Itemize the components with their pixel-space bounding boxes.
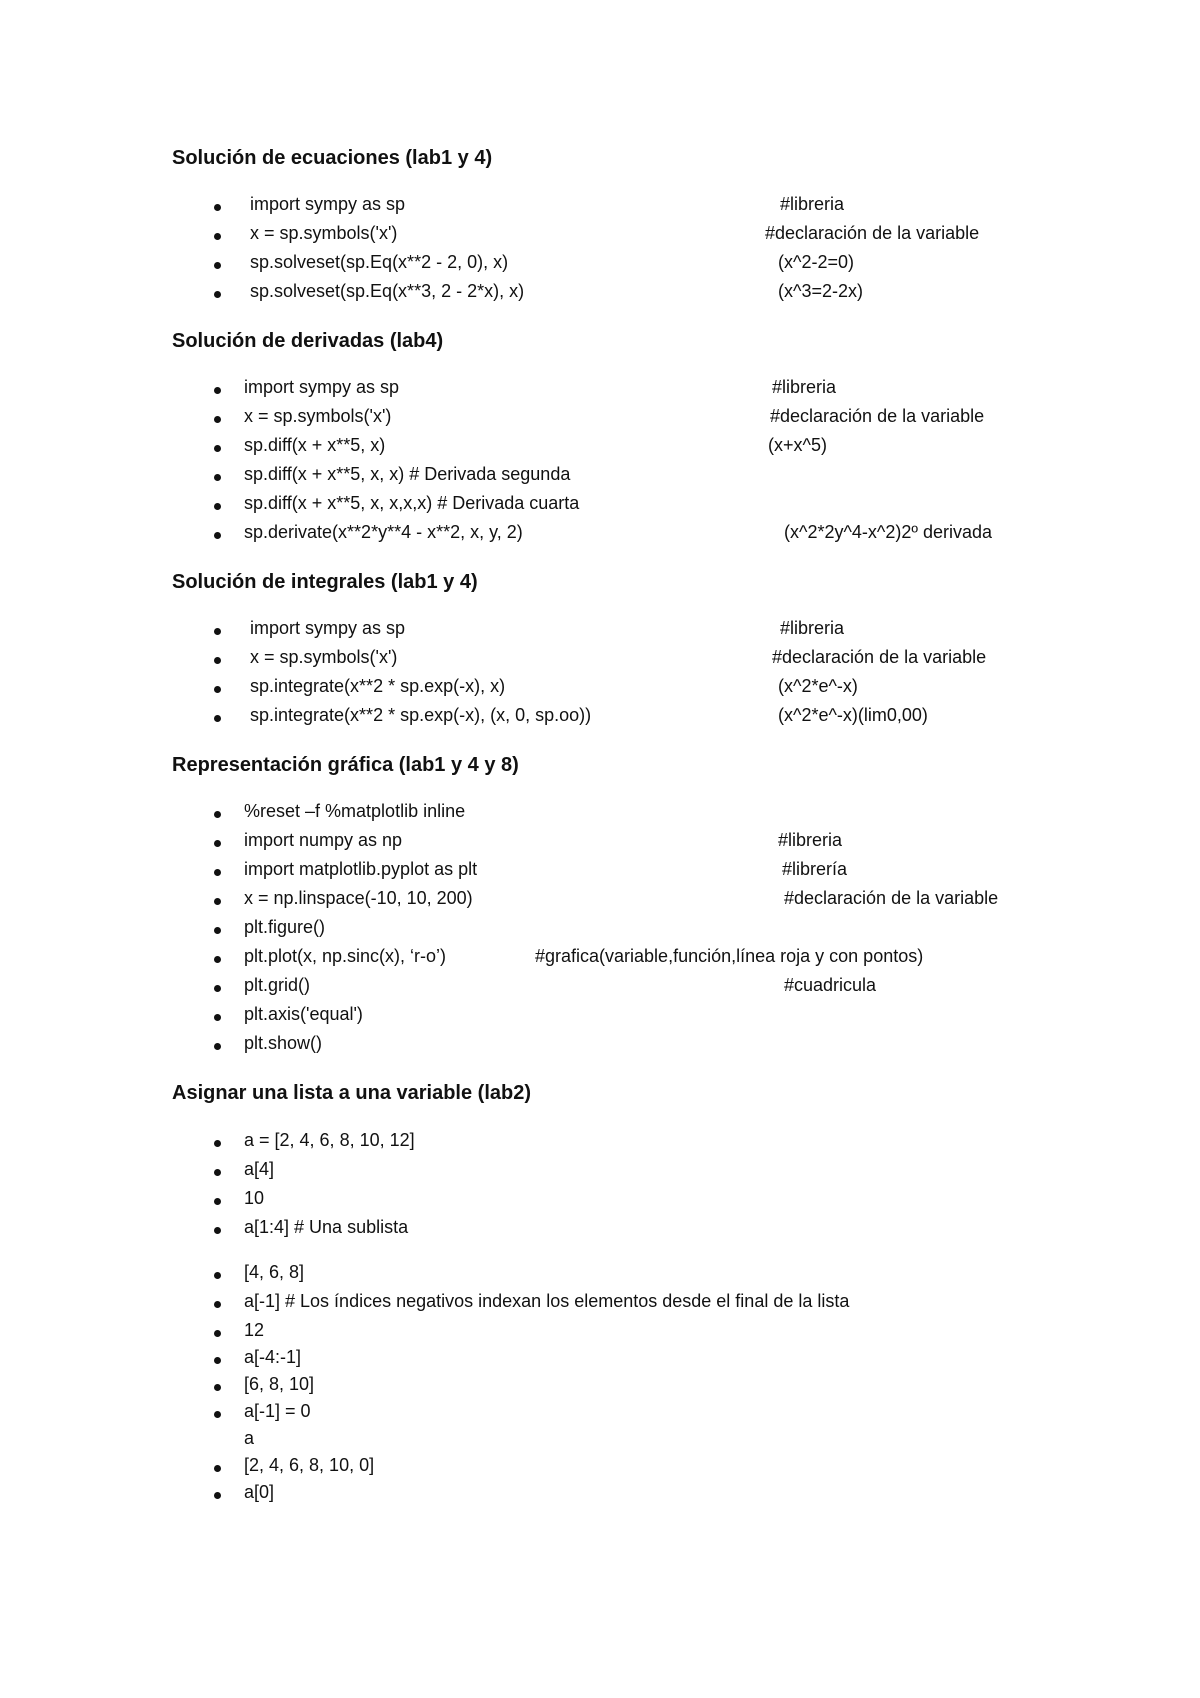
section-heading-grafica: Representación gráfica (lab1 y 4 y 8) [172, 754, 519, 776]
code-text: [2, 4, 6, 8, 10, 0] [244, 1455, 375, 1475]
bullet-icon [214, 445, 221, 452]
comment-text: (x+x^5) [768, 435, 827, 455]
bullet-icon [214, 1384, 221, 1391]
comment-text: #libreria [780, 618, 845, 638]
bullet-icon [214, 503, 221, 510]
comment-text: (x^3=2-2x) [778, 281, 863, 301]
code-text: [6, 8, 10] [244, 1374, 315, 1394]
code-text: plt.show() [244, 1033, 323, 1053]
bullet-icon [214, 262, 221, 269]
code-text: x = sp.symbols('x') [250, 647, 398, 667]
bullet-icon [214, 1169, 221, 1176]
bullet-icon [214, 387, 221, 394]
bullet-icon [214, 869, 221, 876]
bullet-icon [214, 1140, 221, 1147]
bullet-icon [214, 657, 221, 664]
bullet-icon [214, 1411, 221, 1418]
code-text: import sympy as sp [250, 194, 406, 214]
bullet-icon [214, 715, 221, 722]
code-text: %reset –f %matplotlib inline [244, 801, 466, 821]
code-text: a = [2, 4, 6, 8, 10, 12] [244, 1130, 415, 1150]
code-text: a[-1] = 0 [244, 1401, 311, 1421]
code-text: a[-1] # Los índices negativos indexan los elementos desde el final de la lista [244, 1291, 850, 1311]
bullet-icon [214, 686, 221, 693]
comment-text: (x^2-2=0) [778, 252, 854, 272]
bullet-icon [214, 204, 221, 211]
bullet-icon [214, 1227, 221, 1234]
bullet-icon [214, 811, 221, 818]
bullet-icon [214, 628, 221, 635]
section-heading-derivadas: Solución de derivadas (lab4) [172, 330, 444, 352]
code-text: sp.solveset(sp.Eq(x**2 - 2, 0), x) [250, 252, 509, 272]
bullet-icon [214, 927, 221, 934]
bullet-icon [214, 985, 221, 992]
comment-text: #declaración de la variable [772, 647, 987, 667]
bullet-icon [214, 416, 221, 423]
comment-text: (x^2*e^-x) [778, 676, 858, 696]
bullet-icon [214, 1043, 221, 1050]
code-text: import sympy as sp [244, 377, 400, 397]
comment-text: #libreria [772, 377, 837, 397]
code-text: plt.plot(x, np.sinc(x), ‘r-o’) [244, 946, 447, 966]
code-text: import numpy as np [244, 830, 403, 850]
bullet-icon [214, 1272, 221, 1279]
bullet-icon [214, 956, 221, 963]
bullet-icon [214, 474, 221, 481]
code-text: sp.solveset(sp.Eq(x**3, 2 - 2*x), x) [250, 281, 525, 301]
code-text: import sympy as sp [250, 618, 406, 638]
code-text: sp.diff(x + x**5, x, x,x,x) # Derivada cuarta [244, 493, 580, 513]
bullet-icon [214, 1492, 221, 1499]
code-text: sp.diff(x + x**5, x, x) # Derivada segunda [244, 464, 571, 484]
comment-text: #librería [782, 859, 848, 879]
code-text: x = sp.symbols('x') [244, 406, 392, 426]
bullet-icon [214, 1465, 221, 1472]
bullet-icon [214, 532, 221, 539]
comment-text: #grafica(variable,función,línea roja y con pontos) [535, 946, 924, 966]
comment-text: #libreria [780, 194, 845, 214]
continuation-text: a [244, 1428, 255, 1448]
code-text: sp.derivate(x**2*y**4 - x**2, x, y, 2) [244, 522, 523, 542]
bullet-icon [214, 1301, 221, 1308]
bullet-icon [214, 1014, 221, 1021]
section-heading-ecuaciones: Solución de ecuaciones (lab1 y 4) [172, 147, 493, 169]
code-text: a[1:4] # Una sublista [244, 1217, 409, 1237]
code-text: a[-4:-1] [244, 1347, 302, 1367]
code-text: sp.integrate(x**2 * sp.exp(-x), (x, 0, sp.oo)) [250, 705, 592, 725]
code-text: a[0] [244, 1482, 275, 1502]
code-text: 10 [244, 1188, 265, 1208]
code-text: plt.figure() [244, 917, 326, 937]
code-text: sp.diff(x + x**5, x) [244, 435, 386, 455]
code-text: plt.grid() [244, 975, 311, 995]
comment-text: #declaración de la variable [770, 406, 985, 426]
bullet-icon [214, 898, 221, 905]
code-text: [4, 6, 8] [244, 1262, 305, 1282]
bullet-icon [214, 291, 221, 298]
code-text: x = sp.symbols('x') [250, 223, 398, 243]
code-text: 12 [244, 1320, 265, 1340]
comment-text: (x^2*2y^4-x^2)2º derivada [784, 522, 993, 542]
comment-text: #declaración de la variable [784, 888, 999, 908]
code-text: sp.integrate(x**2 * sp.exp(-x), x) [250, 676, 506, 696]
bullet-icon [214, 840, 221, 847]
code-text: import matplotlib.pyplot as plt [244, 859, 478, 879]
code-text: a[4] [244, 1159, 275, 1179]
comment-text: (x^2*e^-x)(lim0,00) [778, 705, 928, 725]
comment-text: #libreria [778, 830, 843, 850]
code-text: x = np.linspace(-10, 10, 200) [244, 888, 473, 908]
comment-text: #declaración de la variable [765, 223, 980, 243]
bullet-icon [214, 1330, 221, 1337]
bullet-icon [214, 1198, 221, 1205]
comment-text: #cuadricula [784, 975, 877, 995]
code-text: plt.axis('equal') [244, 1004, 363, 1024]
section-heading-lista: Asignar una lista a una variable (lab2) [172, 1082, 532, 1104]
section-heading-integrales: Solución de integrales (lab1 y 4) [172, 571, 478, 593]
bullet-icon [214, 233, 221, 240]
bullet-icon [214, 1357, 221, 1364]
